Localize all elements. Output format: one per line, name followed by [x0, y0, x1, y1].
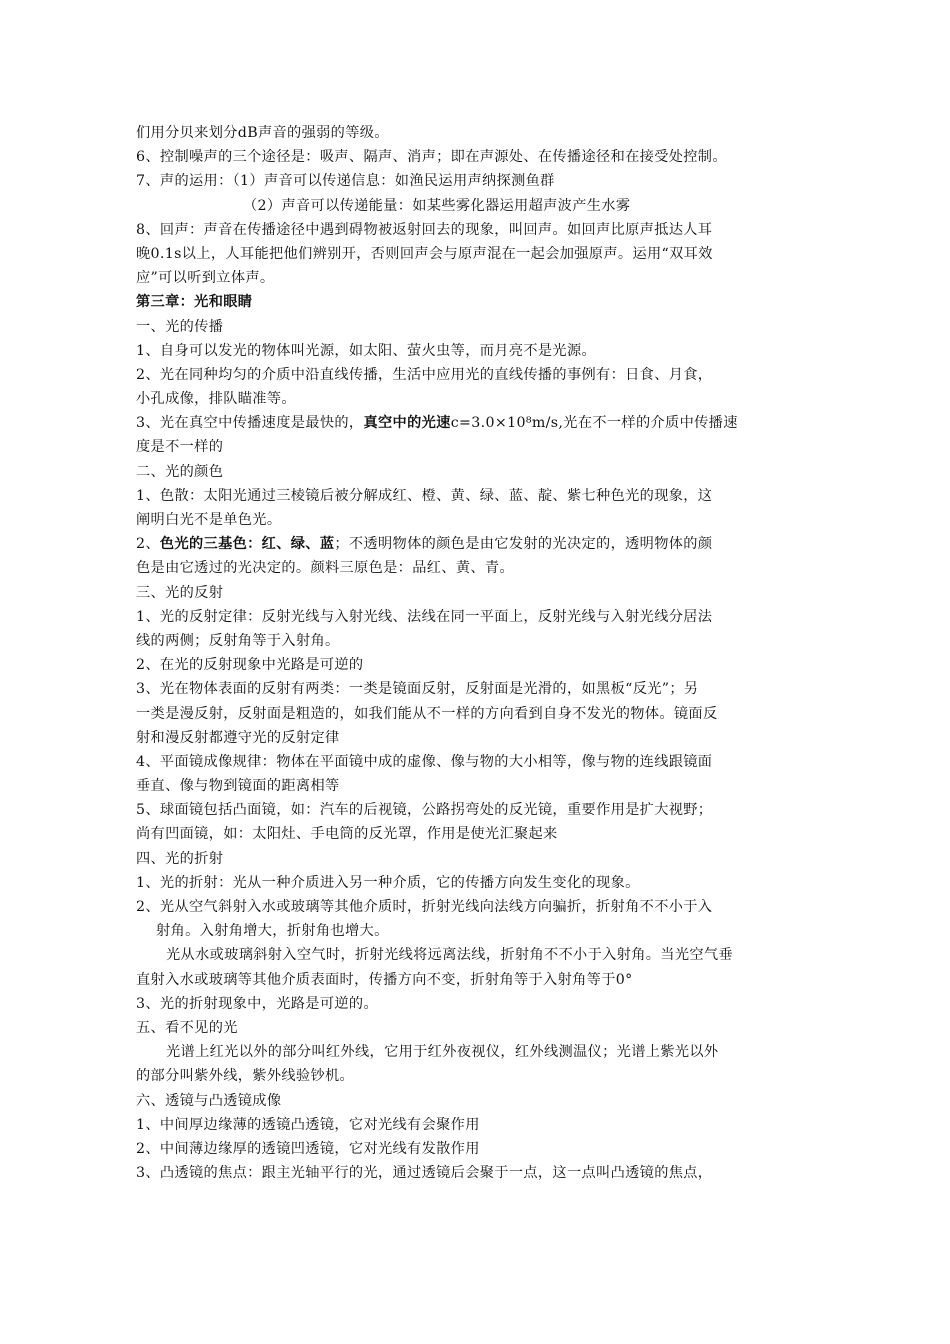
- text-line: 小孔成像，排队瞄准等。: [136, 391, 296, 408]
- text-line: 度是不一样的: [136, 439, 224, 456]
- text-line: 一、光的传播: [136, 318, 224, 335]
- text-line: 四、光的折射: [136, 850, 224, 867]
- text-segment: ；不透明物体的颜色是由它发射的光决定的，透明物体的颜: [334, 536, 713, 553]
- text-segment: 2、: [136, 536, 160, 553]
- text-line: 1、光的反射定律：反射光线与入射光线、法线在同一平面上，反射光线与入射光线分居法: [136, 608, 713, 625]
- text-line: 光从水或玻璃斜射入空气时，折射光线将远离法线，折射角不不小于入射角。当光空气垂: [166, 947, 733, 964]
- text-line: 2、光从空气斜射入水或玻璃等其他介质时，折射光线向法线方向骗折，折射角不不小于入: [136, 899, 713, 915]
- text-line: 1、自身可以发光的物体叫光源，如太阳、萤火虫等，而月亮不是光源。: [136, 342, 597, 359]
- text-line: 六、透镜与凸透镜成像: [136, 1092, 282, 1109]
- text-line: 2、中间薄边缘厚的透镜凹透镜，它对光线有发散作用: [136, 1140, 480, 1157]
- text-line: 射和漫反射都遵守光的反射定律: [136, 729, 340, 746]
- text-line: 应”可以听到立体声。: [136, 270, 275, 287]
- text-line: 4、平面镜成像规律：物体在平面镜中成的虚像、像与物的大小相等，像与物的连线跟镜面: [136, 753, 713, 770]
- text-line: [136, 411, 816, 435]
- text-line: 一类是漫反射，反射面是粗造的，如我们能从不一样的方向看到自身不发光的物体。镜面反: [136, 705, 718, 722]
- text-line: 三、光的反射: [136, 584, 224, 601]
- bold-term: 色光的三基色：红、绿、蓝: [159, 536, 335, 553]
- text-line: 6、控制噪声的三个途径是：吸声、隔声、消声；即在声源处、在传播途径和在接受处控制。: [136, 149, 727, 166]
- text-line: 1、中间厚边缘薄的透镜凸透镜，它对光线有会聚作用: [136, 1116, 480, 1133]
- text-line: （2）声音可以传递能量：如某些雾化器运用超声波产生水雾: [243, 197, 631, 214]
- text-line: 8、回声：声音在传播途径中遇到碍物被返射回去的现象，叫回声。如回声比原声抵达人耳: [136, 221, 713, 238]
- text-line: 阐明白光不是单色光。: [136, 512, 282, 528]
- bold-term: 真空中的光速: [363, 415, 451, 432]
- text-line: 1、色散：太阳光通过三棱镜后被分解成红、橙、黄、绿、蓝、靛、紫七种色光的现象，这: [136, 487, 713, 504]
- text-line: 直射入水或玻璃等其他介质表面时，传播方向不变，折射角等于入射角等于0°: [136, 971, 633, 988]
- text-line: 射角。入射角增大，折射角也增大。: [156, 923, 389, 940]
- chapter-heading: 第三章：光和眼睛: [136, 294, 253, 311]
- text-line: [136, 532, 816, 556]
- text-line: 们用分贝来划分dB声音的强弱的等级。: [136, 125, 389, 141]
- text-line: 5、球面镜包括凸面镜，如：汽车的后视镜，公路拐弯处的反光镜，重要作用是扩大视野；: [136, 802, 713, 819]
- text-line: 2、光在同种均匀的介质中沿直线传播，生活中应用光的直线传播的事例有：日食、月食，: [136, 366, 713, 383]
- text-line: 7、声的运用：（1）声音可以传递信息：如渔民运用声纳探测鱼群: [136, 173, 555, 190]
- text-line: 光谱上红光以外的部分叫红外线，它用于红外夜视仪，红外线测温仪；光谱上紫光以外: [166, 1044, 719, 1061]
- text-line: 尚有凹面镜，如：太阳灶、手电筒的反光罩，作用是使光汇聚起来: [136, 826, 558, 843]
- text-segment: 3、光在真空中传播速度是最快的，: [136, 415, 364, 432]
- document-body: [136, 121, 816, 1185]
- text-line: 3、凸透镜的焦点：跟主光轴平行的光，通过透镜后会聚于一点，这一点叫凸透镜的焦点，: [136, 1165, 713, 1182]
- text-line: 二、光的颜色: [136, 463, 224, 480]
- text-line: 3、光的折射现象中，光路是可逆的。: [136, 995, 378, 1012]
- text-line: 五、看不见的光: [136, 1019, 238, 1036]
- text-line: 的部分叫紫外线，紫外线验钞机。: [136, 1068, 355, 1085]
- text-line: 1、光的折射：光从一种介质进入另一种介质，它的传播方向发生变化的现象。: [136, 874, 640, 891]
- text-line: 线的两侧；反射角等于入射角。: [136, 632, 340, 649]
- text-line: 3、光在物体表面的反射有两类：一类是镜面反射，反射面是光滑的，如黑板“反光”；另: [136, 681, 699, 698]
- text-line: 色是由它透过的光决定的。颜料三原色是：品红、黄、青。: [136, 560, 514, 577]
- text-line: 垂直、像与物到镜面的距离相等: [136, 778, 340, 795]
- text-line: 晚0.1s以上，人耳能把他们辨别开，否则回声会与原声混在一起会加强原声。运用“双耳效: [136, 245, 713, 262]
- text-line: 2、在光的反射现象中光路是可逆的: [136, 657, 364, 674]
- text-segment: c=3.0×10⁸m/s,光在不一样的介质中传播速: [450, 415, 738, 432]
